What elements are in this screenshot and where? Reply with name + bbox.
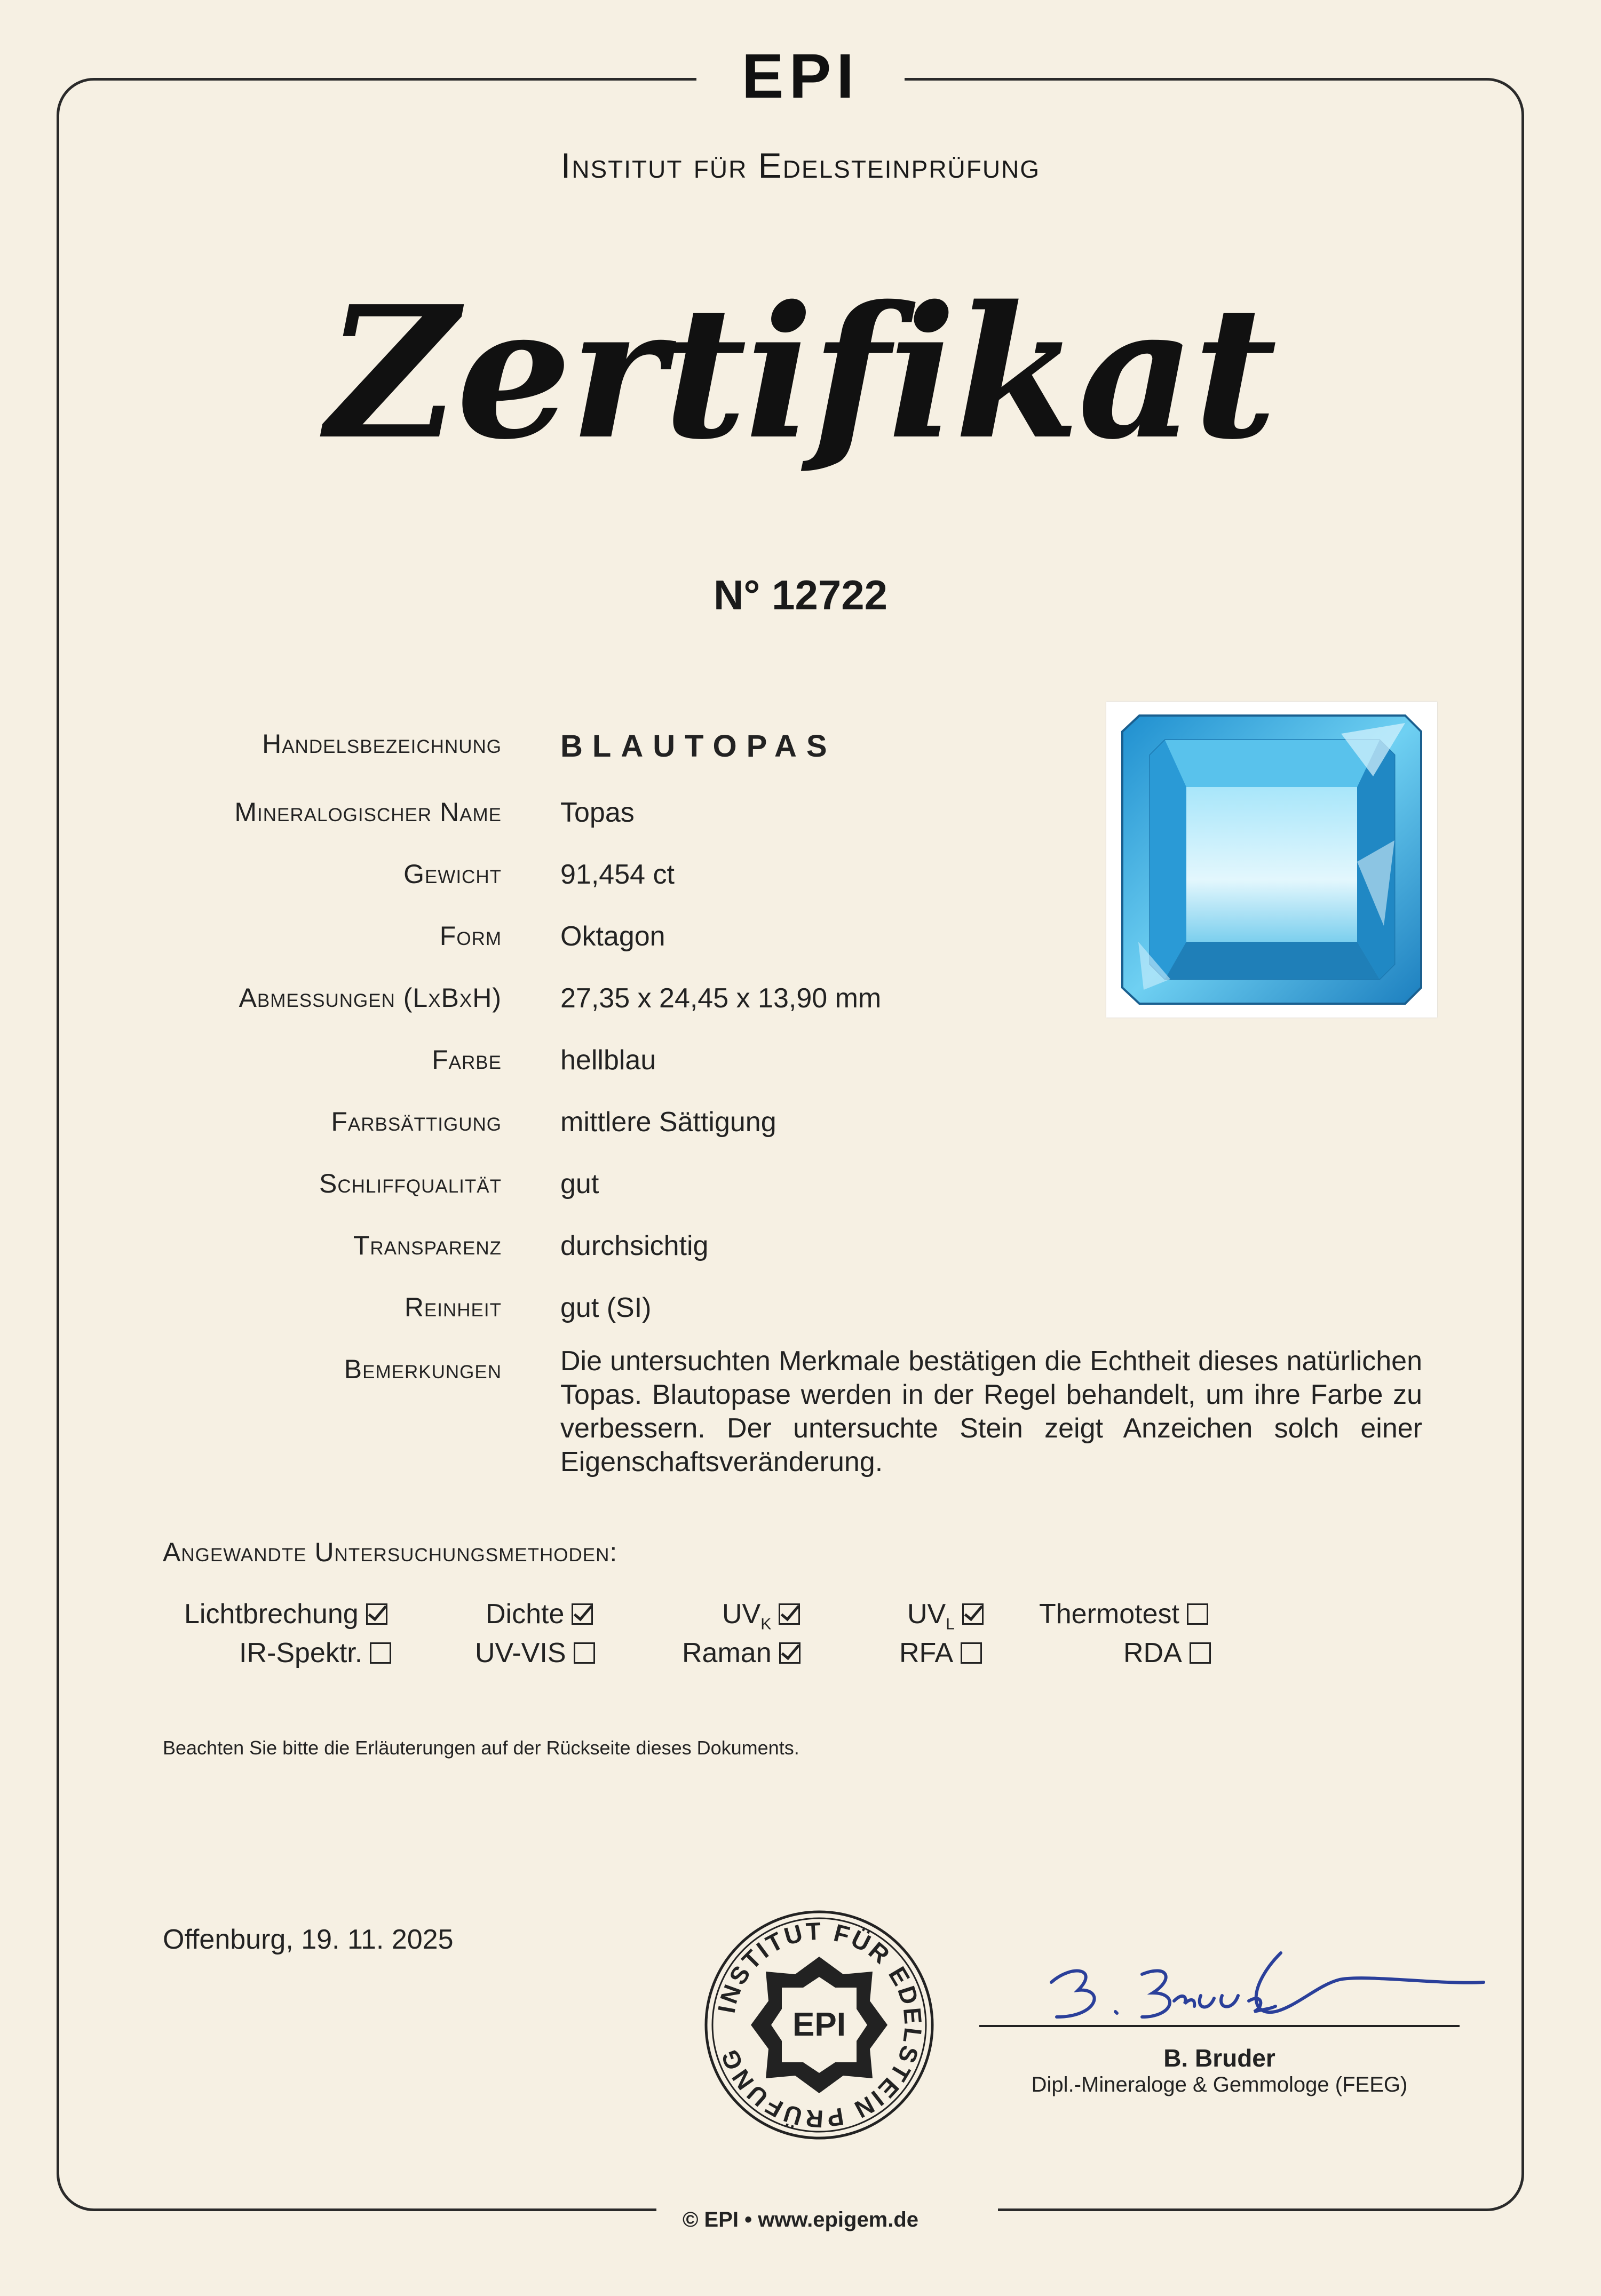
field-label: Form xyxy=(439,921,502,951)
method-raman: Raman xyxy=(682,1637,800,1669)
gemstone-photo xyxy=(1106,702,1437,1018)
back-side-note: Beachten Sie bitte die Erläuterungen auf der Rückseite dieses Dokuments. xyxy=(163,1737,799,1759)
method-uv-vis: UV-VIS xyxy=(475,1637,595,1669)
field-label: Schliffqualität xyxy=(319,1169,502,1198)
institute-name: Institut für Edelsteinprüfung xyxy=(560,146,1041,185)
field-value: 91,454 ct xyxy=(560,859,675,890)
field-value: hellblau xyxy=(560,1045,656,1076)
epi-logo: EPI xyxy=(741,41,860,112)
signer-name: B. Bruder xyxy=(1163,2044,1275,2072)
field-value: gut (SI) xyxy=(560,1292,652,1323)
field-label: Mineralogischer Name xyxy=(234,797,502,827)
certificate-title: Zertifikat xyxy=(326,267,1275,480)
field-saturation xyxy=(0,1106,1601,1149)
field-label: Bemerkungen xyxy=(344,1354,502,1384)
checkbox-unchecked xyxy=(370,1642,391,1664)
field-label: Farbe xyxy=(432,1045,502,1075)
method-uv-l: $UV_L$ xyxy=(907,1598,984,1633)
checkbox-unchecked xyxy=(574,1642,595,1664)
remarks-text: Die untersuchten Merkmale bestätigen die Echtheit dieses natürlichen Topas. Blautopase werden in der Regel behandelt, um ihre Farbe zu verbessern. Der untersuchte Stein zeigt Anzeichen solch einer Eigenschaftsveränderung. xyxy=(560,1346,1422,1477)
method-thermotest: Thermotest xyxy=(1039,1598,1208,1630)
methods-heading: Angewandte Untersuchungsmethoden: xyxy=(163,1537,618,1567)
method-density: Dichte xyxy=(486,1598,593,1630)
checkbox-checked xyxy=(779,1642,800,1664)
field-value: 27,35 x 24,45 x 13,90 mm xyxy=(560,983,882,1014)
field-cut-quality xyxy=(0,1168,1601,1211)
footer-copyright: © EPI • www.epigem.de xyxy=(682,2208,919,2231)
field-label: Reinheit xyxy=(404,1292,502,1322)
checkbox-unchecked xyxy=(1187,1603,1208,1625)
topaz-image xyxy=(1106,702,1437,1018)
checkbox-unchecked xyxy=(961,1642,982,1664)
field-label: Abmessungen (LxBxH) xyxy=(239,983,502,1013)
certificate-number: N° 12722 xyxy=(713,571,888,618)
field-value: Topas xyxy=(560,797,635,828)
checkbox-checked xyxy=(962,1603,984,1625)
place-date: Offenburg, 19. 11. 2025 xyxy=(163,1924,454,1955)
method-refraction: Lichtbrechung xyxy=(184,1598,387,1630)
seal-ring-text: INSTITUT FÜR EDELSTEIN PRÜFUNG xyxy=(712,1917,928,2133)
signer-title: Dipl.-Mineraloge & Gemmologe (FEEG) xyxy=(1031,2073,1408,2096)
handwritten-signature xyxy=(1035,1942,1494,2038)
seal-center: EPI xyxy=(792,2006,846,2043)
institute-seal xyxy=(702,1908,937,2142)
method-rfa: RFA xyxy=(899,1637,982,1669)
method-rda: RDA xyxy=(1123,1637,1211,1669)
method-ir-spectr: IR-Spektr. xyxy=(239,1637,391,1669)
field-value: BLAUTOPAS xyxy=(560,729,837,764)
field-label: Gewicht xyxy=(403,859,502,889)
checkbox-checked xyxy=(572,1603,593,1625)
checkbox-checked xyxy=(366,1603,387,1625)
field-label: Transparenz xyxy=(353,1230,502,1260)
field-color xyxy=(0,1044,1601,1087)
field-label: Handelsbezeichnung xyxy=(262,729,502,759)
field-value: Oktagon xyxy=(560,921,665,952)
field-clarity xyxy=(0,1292,1601,1334)
field-label: Farbsättigung xyxy=(331,1107,502,1137)
field-transparency xyxy=(0,1230,1601,1273)
checkbox-checked xyxy=(779,1603,800,1625)
field-value: mittlere Sättigung xyxy=(560,1107,776,1138)
checkbox-unchecked xyxy=(1190,1642,1211,1664)
signature-line xyxy=(979,2025,1460,2027)
field-value: durchsichtig xyxy=(560,1230,709,1261)
method-uv-k: $UV_K$ xyxy=(722,1598,800,1633)
field-value: gut xyxy=(560,1169,599,1199)
